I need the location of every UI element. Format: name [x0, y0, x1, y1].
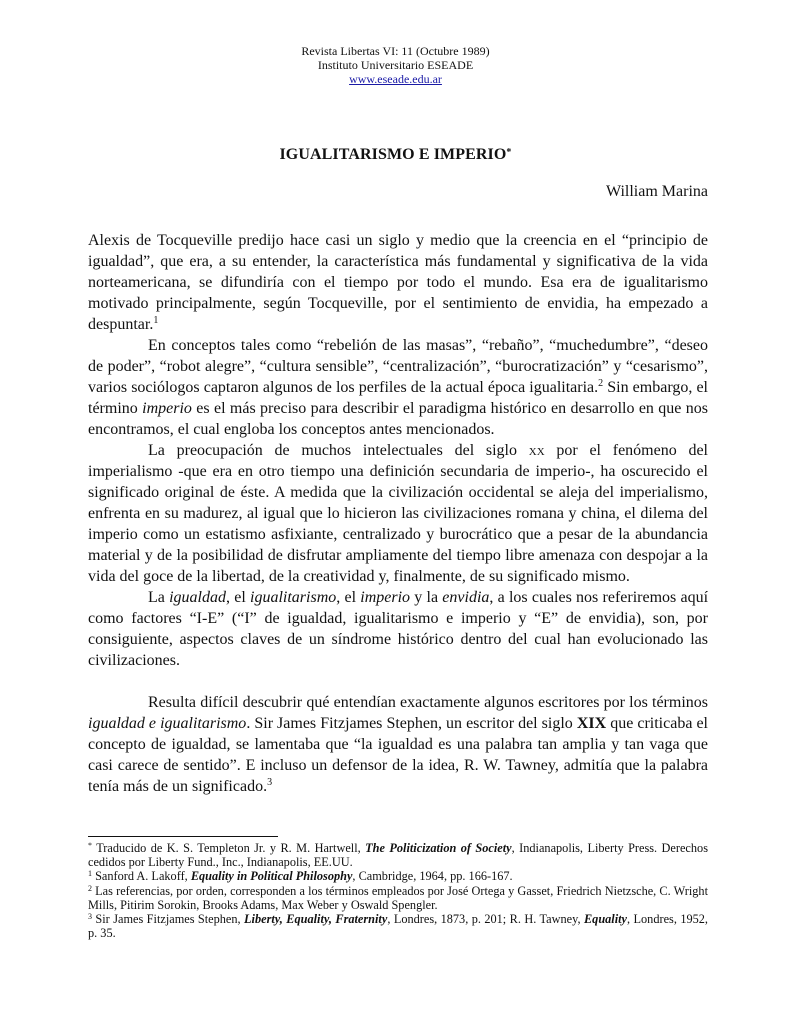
footnote-ref-3[interactable]: 3 [267, 777, 273, 788]
website-link[interactable]: www.eseade.edu.ar [349, 72, 442, 86]
journal-citation: Revista Libertas VI: 11 (Octubre 1989) [301, 44, 490, 58]
footnote-ref-2[interactable]: 2 [598, 378, 604, 389]
article-title-text: IGUALITARISMO E IMPERIO [279, 146, 507, 163]
paragraph-1 [88, 230, 708, 335]
emphasis-term: imperio [360, 589, 411, 606]
footnote-ref-1[interactable]: 1 [153, 315, 159, 326]
footnote-separator [88, 836, 278, 837]
footnote-text: , Indianapolis, Liberty Press. Derechos cedidos por Liberty Fund., Inc., Indianapolis, EE.UU. [88, 841, 708, 870]
paragraph-5 [88, 692, 708, 797]
paragraph-text: La preocupación de muchos intelectuales del siglo [148, 442, 529, 459]
emphasis-term: envidia [442, 589, 490, 606]
footnote-marker: * [88, 841, 92, 850]
paragraph-text: es el más preciso para describir el paradigma histórico en desarrollo en que nos encontramos, el cual engloba los conceptos antes mencionados. [88, 400, 708, 438]
paragraph-2 [88, 335, 708, 440]
journal-header [0, 44, 791, 86]
paragraph-text: La [148, 589, 170, 606]
paragraph-text: Sin embargo, el término [88, 379, 709, 417]
footnote-marker: 2 [88, 883, 92, 893]
paragraph-4 [88, 587, 708, 671]
footnote-3 [88, 912, 708, 940]
footnote-2 [88, 884, 708, 912]
footnote-star [88, 841, 708, 869]
book-title: Liberty, Equality, Fraternity [244, 912, 388, 927]
footnote-text: , Londres, 1952, p. 35. [88, 912, 708, 941]
paragraph-text: . Sir James Fitzjames Stephen, un escritor del siglo [246, 715, 577, 732]
institute-name: Instituto Universitario ESEADE [317, 58, 474, 72]
footnote-marker: 3 [88, 912, 92, 922]
book-title: The Politicization of Society [365, 841, 512, 855]
footnotes [88, 841, 708, 940]
footnote-text: Sanford A. Lakoff, [92, 869, 191, 884]
paragraph-text: En conceptos tales como “rebelión de las masas”, “rebaño”, “muchedumbre”, “deseo de poder”, “robot alegre”, “cultura sensible”, “centralización”, “burocratización” y “cesarismo”, varios sociólogos captaron algunos de los perfiles de la actual época igualitaria. [88, 337, 708, 396]
emphasis-term: imperio [142, 400, 192, 417]
paragraph-text: y la [410, 589, 443, 606]
footnote-1 [88, 869, 708, 883]
century-numeral: XIX [576, 715, 607, 732]
footnote-text: , Londres, 1873, p. 201; R. H. Tawney, [387, 912, 584, 927]
emphasis-term: igualdad [169, 589, 226, 606]
title-footnote-marker[interactable]: * [506, 147, 512, 158]
article-title [0, 146, 791, 164]
paragraph-text: , a los cuales nos referiremos aquí como factores “I-E” (“I” de igualdad, igualitarismo e imperio y “E” de envidia), son, por consiguiente, aspectos claves de un síndrome histórico dentro del cual han evolucionado las civilizaciones. [88, 589, 709, 669]
paragraph-text: Alexis de Tocqueville predijo hace casi un siglo y medio que la creencia en el “principio de igualdad”, que era, a su entender, la característica más fundamental y significativa de la vida norteamericana, se difundiría con el tiempo por todo el mundo. Esa era de igualitarismo motivado principalmente, según Tocqueville, por el sentimiento de envidia, ha empezado a despuntar. [88, 232, 708, 333]
paragraph-3 [88, 440, 708, 587]
paragraph-text: Resulta difícil descubrir qué entendían exactamente algunos escritores por los términos [148, 694, 708, 711]
book-title: Equality [583, 912, 628, 927]
footnote-text: Sir James Fitzjames Stephen, [92, 912, 245, 927]
paragraph-text: por el fenómeno del imperialismo -que era en otro tiempo una definición secundaria de imperio-, ha oscurecido el significado original de éste. A medida que la civilización occidental se aleja del imperialismo, enfrenta en su madurez, al igual que lo hicieron las civilizaciones romana y china, el dilema del imperio como un estatismo asfixiante, centralizado y burocrático que a pesar de la abundancia material y de la posibilidad de disfrutar ampliamente del tiempo libre amenaza con despojar a la vida del goce de la libertad, de la creatividad y, finalmente, de su significado mismo. [88, 442, 708, 585]
footnote-text: Traducido de K. S. Templeton Jr. y R. M. Hartwell, [92, 841, 366, 855]
article-author: William Marina [606, 183, 708, 200]
paragraph-text: que criticaba el concepto de igualdad, se lamentaba que “la igualdad es una palabra tan amplia y tan vaga que casi carece de sentido”. E incluso un defensor de la idea, R. W. Tawney, admitía que la palabra tenía más de un significado. [88, 715, 709, 795]
footnote-text: Las referencias, por orden, corresponden a los términos empleados por José Ortega y Gasset, Friedrich Nietzsche, C. Wright Mills, Pitirim Sorokin, Brooks Adams, Max Weber y Oswald Spengler. [88, 883, 708, 912]
article-body [88, 230, 708, 797]
emphasis-term: igualitarismo [250, 589, 337, 606]
footnote-text: , Cambridge, 1964, pp. 166-167. [352, 869, 513, 884]
emphasis-term: igualdad e igualitarismo [88, 715, 247, 732]
book-title: Equality in Political Philosophy [190, 869, 353, 884]
paragraph-text: , el [336, 589, 361, 606]
paragraph-text: , el [226, 589, 251, 606]
century-numeral: xx [528, 442, 545, 459]
footnote-marker: 1 [88, 869, 92, 879]
